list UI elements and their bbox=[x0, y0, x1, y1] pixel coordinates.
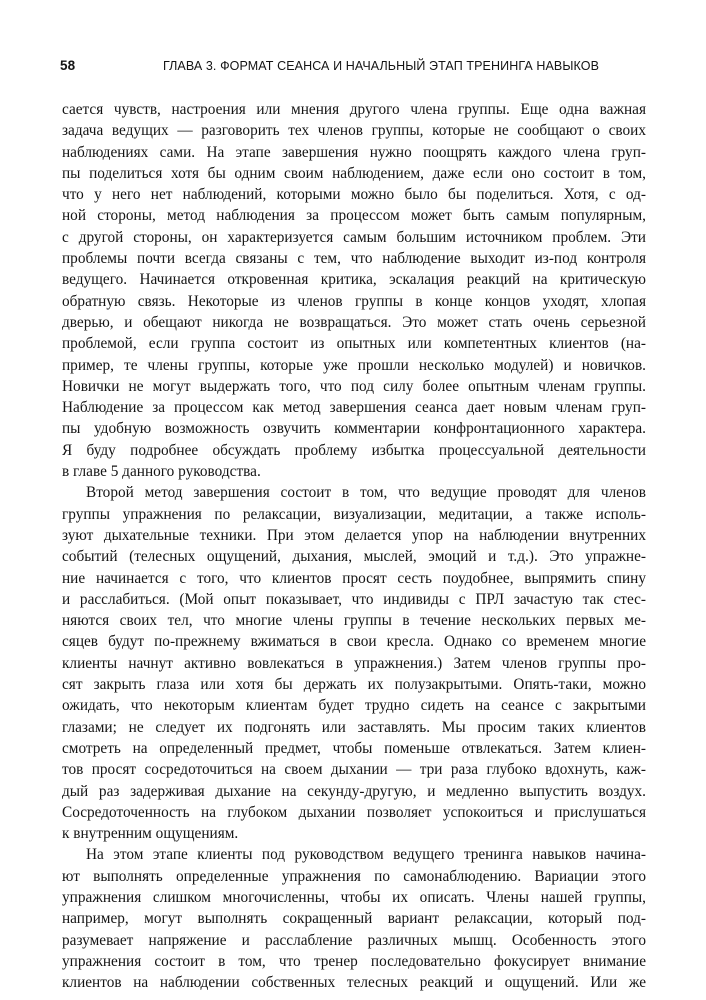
page-header bbox=[60, 58, 646, 80]
text-line: Я буду подробнее обсуждать проблему избытка процессуальной деятельности bbox=[62, 441, 646, 459]
text-line: и расслабиться. (Мой опыт показывает, что индивиды с ПРЛ зачастую так стес- bbox=[62, 590, 646, 608]
text-line: проблемой, если группа состоит из опытных или компетентных клиентов (на- bbox=[62, 335, 646, 353]
text-line: обратную связь. Некоторые из членов группы в конце концов уходят, хлопая bbox=[62, 292, 646, 310]
text-line: упражнения состоит в том, что тренер последовательно фокусирует внимание bbox=[62, 952, 646, 970]
text-line: клиенты начнут активно вовлекаться в упражнения.) Затем членов группы про- bbox=[62, 654, 646, 672]
text-line: глазами; не следует их подгонять или заставлять. Мы просим таких клиентов bbox=[62, 718, 646, 736]
text-line: событий (телесных ощущений, дыхания, мыслей, эмоций и т.д.). Это упражне- bbox=[62, 548, 646, 566]
text-line: ведущего. Начинается откровенная критика, эскалация реакций на критическую bbox=[62, 271, 646, 289]
text-line: пы поделиться хотя бы одним своим наблюдением, даже если оно состоит в том, bbox=[62, 164, 646, 182]
text-line: в главе 5 данного руководства. bbox=[62, 463, 261, 481]
text-line: Сосредоточенность на глубоком дыхании позволяет успокоиться и прислушаться bbox=[62, 803, 646, 821]
text-line: На этом этапе клиенты под руководством ведущего тренинга навыков начина- bbox=[86, 846, 646, 864]
text-line: Новички не могут выдержать того, что под силу более опытным членам группы. bbox=[62, 377, 646, 395]
text-line: дый раз задерживая дыхание на секунду-другую, и медленно выпустить воздух. bbox=[62, 782, 646, 800]
text-line: пы удобную возможность озвучить комментарии конфронтационного характера. bbox=[62, 420, 646, 438]
text-line: тов просят сосредоточиться на своем дыхании — три раза глубоко вдохнуть, каж- bbox=[62, 761, 646, 779]
text-line: ют выполнять определенные упражнения по самонаблюдению. Вариации этого bbox=[62, 867, 646, 885]
text-line: упражнения слишком многочисленны, чтобы их описать. Члены нашей группы, bbox=[62, 888, 646, 906]
text-line: задача ведущих — разговорить тех членов группы, которые не сообщают о своих bbox=[62, 122, 646, 140]
text-line: сят закрыть глаза или хотя бы держать их полузакрытыми. Опять-таки, можно bbox=[62, 676, 646, 694]
text-line: дверью, и обещают никогда не возвращаться. Это может стать очень серьезной bbox=[62, 313, 646, 331]
text-line: наблюдениях сами. На этапе завершения нужно поощрять каждого члена груп- bbox=[62, 143, 646, 161]
text-line: зуют дыхательные техники. При этом делается упор на наблюдении внутренних bbox=[62, 526, 646, 544]
text-line: Второй метод завершения состоит в том, что ведущие проводят для членов bbox=[86, 484, 646, 502]
text-line: с другой стороны, он характеризуется самым большим источником проблем. Эти bbox=[62, 228, 646, 246]
text-line: ожидать, что некоторым клиентам будет трудно сидеть на сеансе с закрытыми bbox=[62, 697, 646, 715]
text-line: разумевает напряжение и расслабление различных мышц. Особенность этого bbox=[62, 931, 646, 949]
text-line: группы упражнения по релаксации, визуализации, медитации, а также исполь- bbox=[62, 505, 646, 523]
text-line: сается чувств, настроения или мнения другого члена группы. Еще одна важная bbox=[62, 101, 646, 118]
text-line: пример, те члены группы, которые уже прошли несколько модулей) и новичков. bbox=[62, 356, 646, 374]
text-line: ной стороны, метод наблюдения за процессом может быть самым популярным, bbox=[62, 207, 646, 225]
text-line: что у него нет наблюдений, которыми можно было бы поделиться. Хотя, с од- bbox=[62, 186, 646, 204]
text-line: Наблюдение за процессом как метод завершения сеанса дает новым членам груп- bbox=[62, 399, 646, 417]
text-line: например, могут выполнять сокращенный вариант релаксации, который под- bbox=[62, 910, 646, 928]
text-line: проблемы почти всегда связаны с тем, что наблюдение выходит из-под контроля bbox=[62, 250, 646, 268]
text-line: к внутренним ощущениям. bbox=[62, 825, 239, 843]
page-number: 58 bbox=[60, 58, 76, 73]
text-line: смотреть на определенный предмет, чтобы поменьше отвлекаться. Затем клиен- bbox=[62, 739, 646, 757]
text-line: сяцев будут по-прежнему вжиматься в свои кресла. Однако со временем многие bbox=[62, 633, 646, 651]
text-line: няются своих тел, что многие члены группы в течение нескольких первых ме- bbox=[62, 612, 646, 630]
text-line: клиентов на наблюдении собственных телесных реакций и ощущений. Или же bbox=[62, 974, 646, 992]
text-line: ние начинается с того, что клиентов просят сесть поудобнее, выпрямить спину bbox=[62, 569, 646, 587]
running-head: ГЛАВА 3. ФОРМАТ СЕАНСА И НАЧАЛЬНЫЙ ЭТАП ТРЕНИНГА НАВЫКОВ bbox=[162, 59, 600, 73]
body-text bbox=[62, 99, 646, 993]
